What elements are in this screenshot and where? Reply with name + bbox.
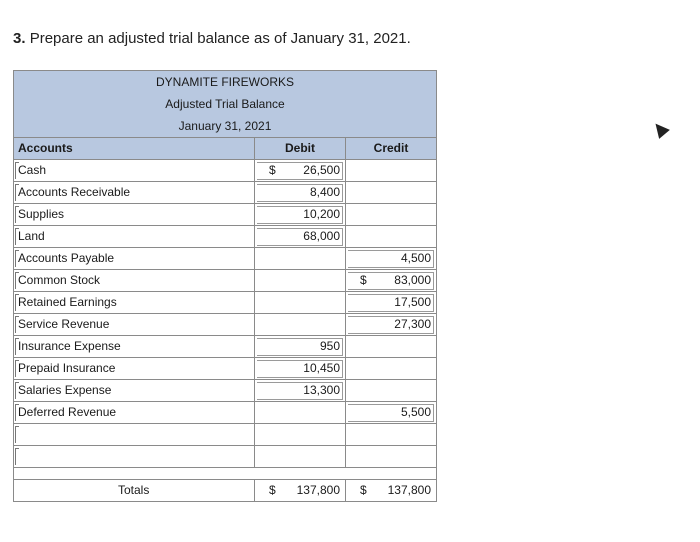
account-name-text: Prepaid Insurance (18, 361, 116, 375)
credit-amount-input[interactable] (345, 357, 436, 379)
debit-amount-value (340, 251, 342, 265)
totals-label: Totals (14, 479, 254, 501)
debit-amount-value (340, 405, 342, 419)
debit-amount-value: 13,300 (303, 383, 340, 397)
account-name-text: Service Revenue (18, 317, 110, 331)
debit-amount-input[interactable] (254, 445, 345, 467)
credit-amount-value (431, 449, 433, 463)
credit-amount-input[interactable] (345, 379, 436, 401)
total-debit (254, 479, 345, 501)
credit-amount-input[interactable] (345, 269, 436, 291)
debit-amount-value: 8,400 (309, 185, 340, 199)
trial-balance-grid (14, 137, 436, 467)
mouse-pointer-icon (650, 119, 670, 139)
company-name: DYNAMITE FIREWORKS (155, 75, 294, 89)
debit-amount-input[interactable] (254, 181, 345, 203)
credit-amount-input[interactable] (345, 181, 436, 203)
account-name-input[interactable] (14, 181, 254, 203)
trial-balance-worksheet (13, 70, 437, 502)
debit-amount-input[interactable] (254, 335, 345, 357)
total-debit-value: 137,800 (296, 483, 340, 497)
account-name-text: Insurance Expense (18, 339, 121, 353)
credit-amount-value (431, 361, 433, 375)
debit-amount-input[interactable] (254, 379, 345, 401)
debit-amount-input[interactable] (254, 159, 345, 181)
account-name-input[interactable] (14, 247, 254, 269)
credit-amount-input[interactable] (345, 159, 436, 181)
debit-amount-input[interactable] (254, 247, 345, 269)
totals-spacer (14, 467, 436, 479)
account-name-text: Accounts Receivable (18, 185, 131, 199)
debit-amount-input[interactable] (254, 313, 345, 335)
debit-amount-input[interactable] (254, 291, 345, 313)
debit-amount-input[interactable] (254, 225, 345, 247)
account-name-text: Land (18, 229, 45, 243)
worksheet-header (14, 71, 436, 137)
credit-column-header: Credit (345, 137, 436, 159)
debit-amount-value: 10,200 (303, 207, 340, 221)
total-credit-value: 137,800 (387, 483, 431, 497)
question-number: 3. (13, 30, 26, 47)
credit-amount-value (431, 427, 433, 441)
credit-amount-input[interactable] (345, 225, 436, 247)
total-credit-dollar: $ (360, 483, 367, 497)
total-credit (345, 479, 436, 501)
credit-amount-value (431, 383, 433, 397)
debit-amount-input[interactable] (254, 401, 345, 423)
credit-amount-value (431, 339, 433, 353)
account-name-input[interactable] (14, 445, 254, 467)
debit-amount-value: 68,000 (303, 229, 340, 243)
question-prompt (13, 30, 411, 47)
debit-amount-value (340, 427, 342, 441)
debit-amount-value: 10,450 (303, 361, 340, 375)
credit-amount-value: 4,500 (400, 251, 431, 265)
credit-amount-value (431, 207, 433, 221)
credit-dollar-sign: $ (360, 273, 367, 287)
credit-amount-value: 17,500 (394, 295, 431, 309)
debit-amount-value: 26,500 (303, 163, 340, 177)
account-name-text: Supplies (18, 207, 65, 221)
credit-amount-input[interactable] (345, 423, 436, 445)
account-name-input[interactable] (14, 379, 254, 401)
account-name-input[interactable] (14, 357, 254, 379)
debit-amount-input[interactable] (254, 203, 345, 225)
account-name-text: Accounts Payable (18, 251, 115, 265)
debit-amount-input[interactable] (254, 423, 345, 445)
credit-amount-value (431, 163, 433, 177)
debit-amount-value (340, 317, 342, 331)
credit-amount-input[interactable] (345, 291, 436, 313)
debit-amount-value (340, 449, 342, 463)
accounts-column-header: Accounts (14, 137, 254, 159)
debit-amount-input[interactable] (254, 357, 345, 379)
debit-dollar-sign: $ (269, 163, 276, 177)
credit-amount-value: 27,300 (394, 317, 431, 331)
statement-title: Adjusted Trial Balance (165, 97, 285, 111)
credit-amount-input[interactable] (345, 203, 436, 225)
account-name-text: Cash (18, 163, 47, 177)
account-name-text: Common Stock (18, 273, 101, 287)
credit-amount-input[interactable] (345, 401, 436, 423)
account-name-input[interactable] (14, 225, 254, 247)
account-name-input[interactable] (14, 269, 254, 291)
debit-amount-value: 950 (319, 339, 340, 353)
account-name-input[interactable] (14, 423, 254, 445)
debit-amount-value (340, 295, 342, 309)
debit-amount-input[interactable] (254, 269, 345, 291)
credit-amount-input[interactable] (345, 247, 436, 269)
credit-amount-value (431, 185, 433, 199)
question-text: Prepare an adjusted trial balance as of January 31, 2021. (29, 30, 411, 47)
account-name-input[interactable] (14, 313, 254, 335)
credit-amount-input[interactable] (345, 335, 436, 357)
totals-row (14, 467, 436, 501)
account-name-text: Salaries Expense (18, 383, 112, 397)
credit-amount-input[interactable] (345, 445, 436, 467)
debit-column-header: Debit (254, 137, 345, 159)
credit-amount-value: 83,000 (394, 273, 431, 287)
account-name-text: Deferred Revenue (18, 405, 117, 419)
account-name-input[interactable] (14, 335, 254, 357)
credit-amount-value (431, 229, 433, 243)
account-name-text: Retained Earnings (18, 295, 117, 309)
statement-date: January 31, 2021 (178, 119, 272, 133)
total-debit-dollar: $ (269, 483, 276, 497)
account-name-input[interactable] (14, 401, 254, 423)
credit-amount-input[interactable] (345, 313, 436, 335)
account-name-input[interactable] (14, 291, 254, 313)
account-name-input[interactable] (14, 203, 254, 225)
account-name-input[interactable] (14, 159, 254, 181)
credit-amount-value: 5,500 (400, 405, 431, 419)
debit-amount-value (340, 273, 342, 287)
